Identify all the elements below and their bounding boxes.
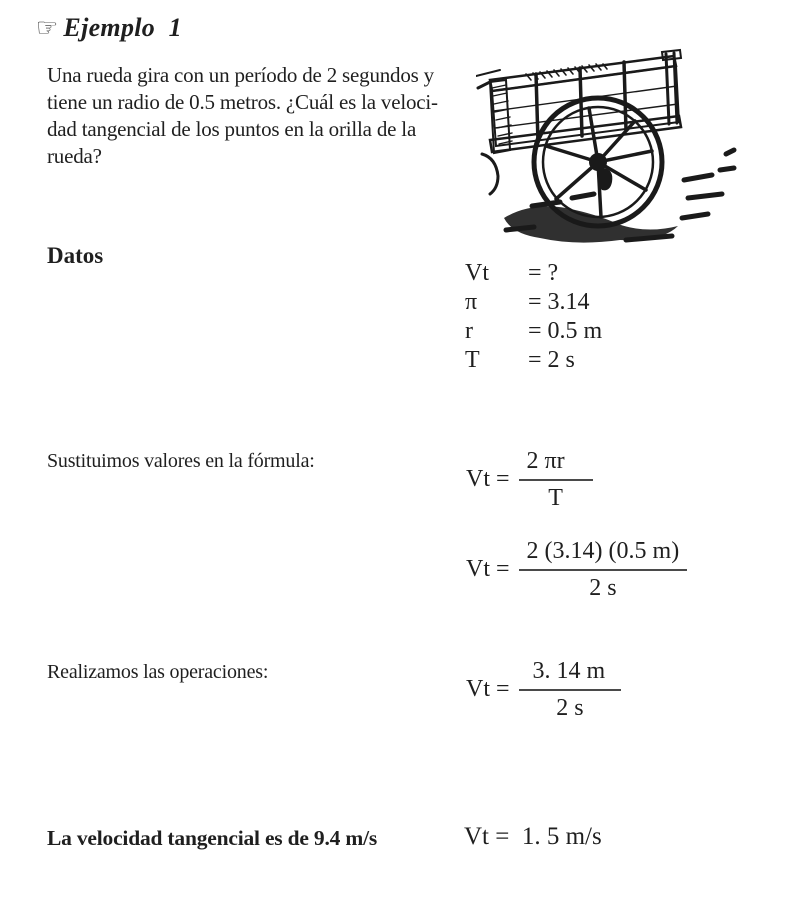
- fraction-denominator: 2 s: [519, 569, 688, 603]
- formula-lhs: Vt =: [466, 466, 510, 493]
- formula-substituted: [466, 537, 687, 603]
- cart-wheel-drawing: [476, 22, 788, 248]
- datos-value: = 0.5 m: [528, 318, 603, 344]
- problem-line: rueda?: [47, 144, 102, 168]
- cart-illustration: [476, 22, 788, 248]
- problem-line: Una rueda gira con un período de 2 segundos y: [47, 63, 434, 87]
- datos-row: [465, 346, 602, 375]
- step-label-sustituimos: Sustituimos valores en la fórmula:: [47, 450, 315, 472]
- formula-general: [466, 447, 593, 513]
- datos-heading: Datos: [47, 243, 104, 268]
- datos-symbol: Vt: [465, 260, 489, 286]
- fraction-denominator: 2 s: [519, 689, 622, 723]
- example-title-text: Ejemplo 1: [63, 13, 182, 42]
- datos-symbol: r: [465, 318, 473, 344]
- datos-table: [465, 259, 602, 375]
- fraction: [519, 657, 622, 723]
- manicule-icon: ☞: [36, 13, 59, 42]
- fraction: [519, 537, 688, 603]
- fraction-denominator: T: [519, 479, 593, 513]
- formula-operations: [466, 657, 621, 723]
- datos-row: [465, 317, 602, 346]
- problem-line: dad tangencial de los puntos en la orilla de la: [47, 117, 417, 141]
- datos-row: [465, 259, 602, 288]
- datos-value: = 3.14: [528, 289, 590, 315]
- problem-statement: [47, 62, 451, 170]
- fraction-numerator: 3. 14 m: [532, 658, 606, 684]
- datos-row: [465, 288, 602, 317]
- datos-symbol: T: [465, 347, 480, 373]
- problem-line: tiene un radio de 0.5 metros. ¿Cuál es la veloci-: [47, 90, 438, 114]
- example-title: [36, 13, 182, 43]
- step-label-realizamos: Realizamos las operaciones:: [47, 661, 269, 683]
- fraction-numerator: 2 πr: [526, 448, 565, 474]
- fraction: [519, 447, 593, 513]
- datos-value: = ?: [528, 260, 559, 286]
- fraction-numerator: 2 (3.14) (0.5 m): [526, 538, 680, 564]
- datos-value: = 2 s: [528, 347, 575, 373]
- datos-symbol: π: [465, 289, 478, 315]
- formula-lhs: Vt =: [466, 676, 510, 703]
- result-statement: La velocidad tangencial es de 9.4 m/s: [47, 826, 378, 850]
- formula-lhs: Vt =: [466, 556, 510, 583]
- result-equation: Vt = 1. 5 m/s: [464, 823, 602, 850]
